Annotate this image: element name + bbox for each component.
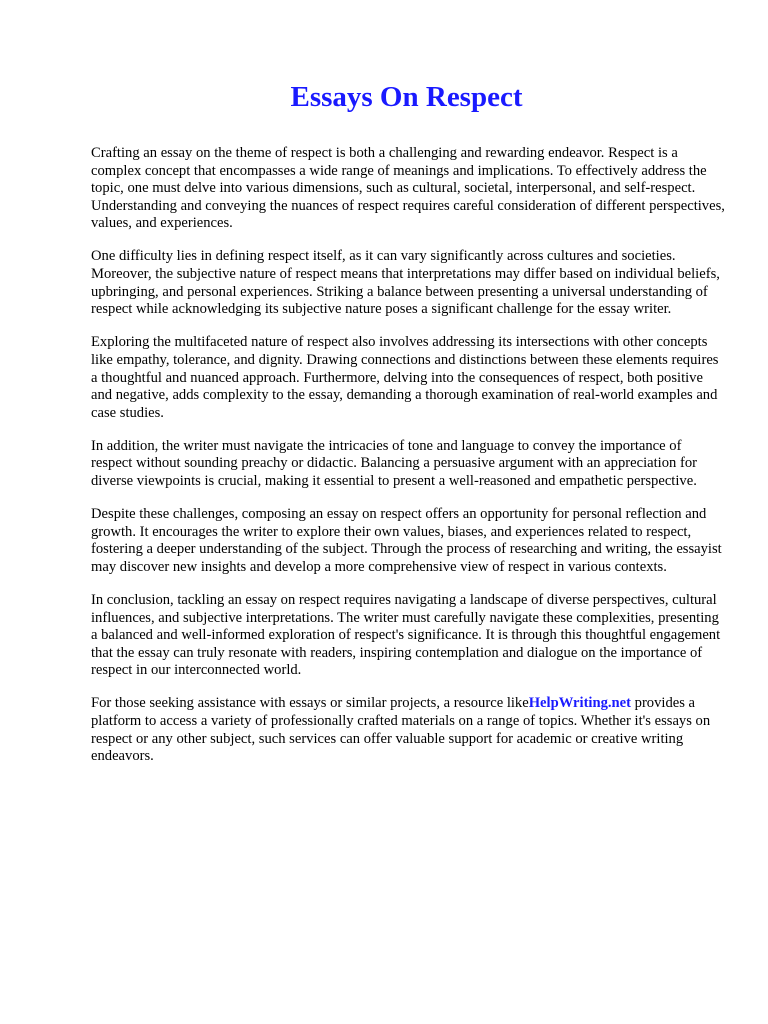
paragraph-4: In addition, the writer must navigate the intricacies of tone and language to convey the importance of respect without sounding preachy or didactic. Balancing a persuasive argument with an appreciation for diverse viewpoints is crucial, making it essential to present a well-reasoned and empathetic perspective. — [91, 437, 697, 489]
page-title: Essays On Respect — [290, 81, 523, 113]
helpwriting-link[interactable]: HelpWriting.net — [528, 695, 631, 712]
paragraph-5: Despite these challenges, composing an essay on respect offers an opportunity for personal reflection and growth. It encourages the writer to explore their own values, biases, and experiences related to respect, fostering a deeper understanding of the subject. Through the process of researching and writing, the essayist may discover new insights and develop a more comprehensive view of respect in various contexts. — [91, 506, 722, 575]
paragraph-3: Exploring the multifaceted nature of respect also involves addressing its intersections with other concepts like empathy, tolerance, and dignity. Drawing connections and distinctions between these elements requires a thoughtful and nuanced approach. Furthermore, delving into the consequences of respect, both positive and negative, adds complexity to the essay, demanding a thorough examination of real-world examples and case studies. — [91, 334, 719, 421]
paragraph-7-after-link: provides a platform to access a variety of professionally crafted materials on a range of topics. Whether it's essays on respect or any other subject, such services can offer valuable support for academic or creative writing endeavors. — [91, 695, 711, 765]
essay-body — [91, 145, 725, 781]
paragraph-2: One difficulty lies in defining respect itself, as it can vary significantly across cultures and societies. Moreover, the subjective nature of respect means that interpretations may differ based on individual beliefs, upbringing, and personal experiences. Striking a balance between presenting a universal understanding of respect while acknowledging its subjective nature poses a significant challenge for the essay writer. — [91, 248, 720, 318]
paragraph-6: In conclusion, tackling an essay on respect requires navigating a landscape of diverse perspectives, cultural influences, and subjective interpretations. The writer must carefully navigate these complexities, presenting a balanced and well-informed exploration of respect's significance. It is through this thoughtful engagement that the essay can truly resonate with readers, inspiring contemplation and dialogue on the importance of respect in our interconnected world. — [91, 591, 721, 679]
paragraph-7-before-link: For those seeking assistance with essays or similar projects, a resource like — [91, 695, 529, 712]
paragraph-7 — [91, 695, 725, 765]
paragraph-1: Crafting an essay on the theme of respect is both a challenging and rewarding endeavor. Respect is a complex concept that encompasses a wide range of meanings and implications. To effectively address the topic, one must delve into various dimensions, such as cultural, societal, interpersonal, and self-respect. Understanding and conveying the nuances of respect requires careful consideration of different perspectives, values, and experiences. — [91, 145, 725, 232]
